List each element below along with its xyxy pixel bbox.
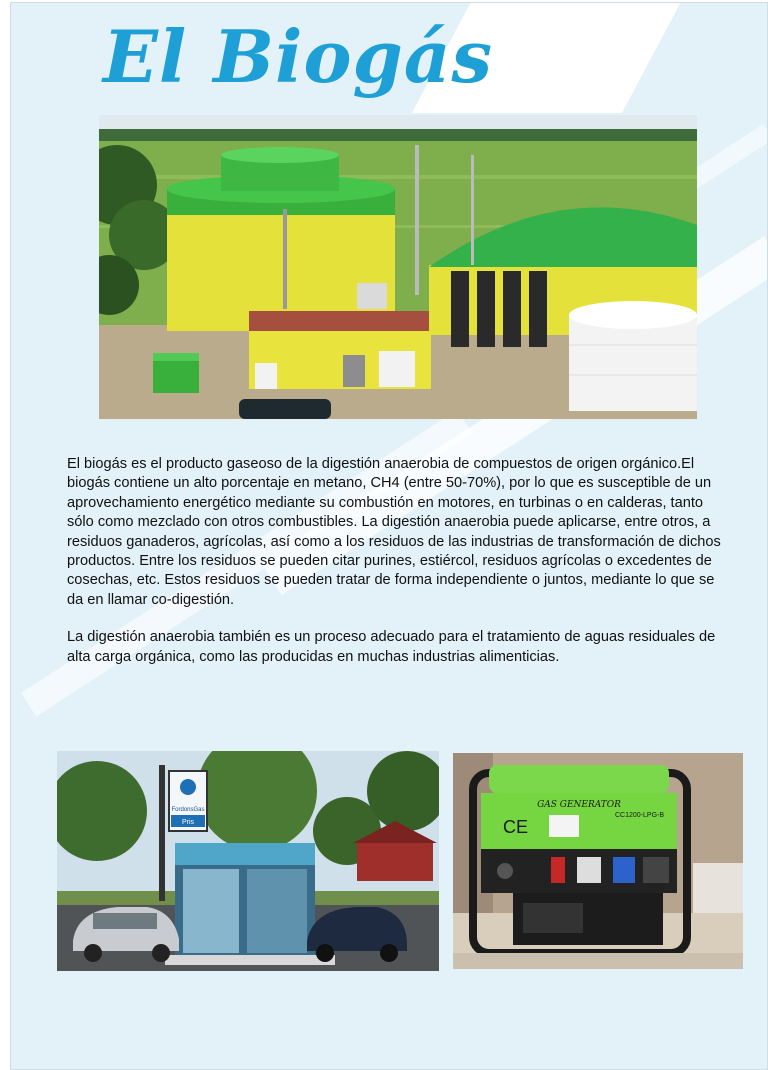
station-sign-brand: FordonsGas xyxy=(171,807,205,813)
ce-mark: CE xyxy=(503,817,529,837)
page-title: El Biogás xyxy=(103,14,494,99)
gas-generator-photo xyxy=(453,753,743,969)
paragraph: La digestión anaerobia también es un proceso adecuado para el tratamiento de aguas residuales de alta carga orgánica, como las producidas en muchas industrias alimenticias. xyxy=(67,629,716,665)
station-sign-price: Pris xyxy=(181,819,195,826)
page xyxy=(10,2,768,1070)
biogas-plant-photo xyxy=(99,115,697,419)
generator-label: GAS GENERATOR xyxy=(537,800,621,810)
body-text xyxy=(67,455,727,685)
generator-model: CC1200-LPG-B xyxy=(615,812,665,819)
gas-station-photo xyxy=(57,751,439,971)
paragraph: El biogás es el producto gaseoso de la digestión anaerobia de compuestos de origen orgánico.El biogás contiene un alto porcentaje en metano, CH4 (entre 50-70%), por lo que es susceptible de un aprovechamiento energético mediante su combustión en motores, en turbinas o en calderas, tanto sólo como mezclado con otros combustibles. La digestión anaerobia puede aplicarse, entre otros, a residuos ganaderos, agrícolas, así como a los residuos de las industrias de transformación de dichos productos. Entre los residuos se pueden citar purines, estiércol, residuos agrícolas o excedentes de cosechas, etc. Estos residuos se pueden tratar de forma independiente o juntos, mediante lo que se da en llamar co-digestión. xyxy=(67,456,721,608)
